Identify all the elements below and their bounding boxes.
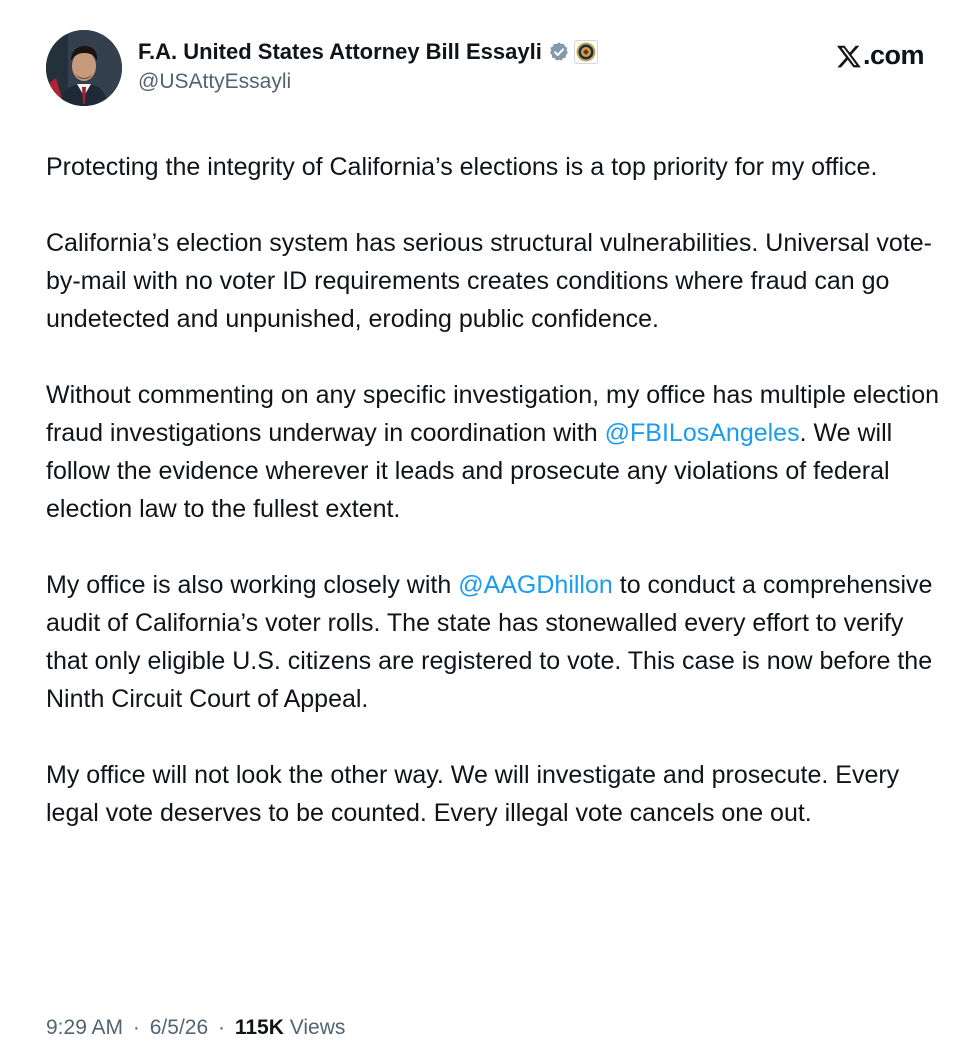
tweet-header (46, 28, 936, 108)
x-logo-icon (836, 43, 862, 69)
paragraph-3-text-after: . We will follow the evidence wherever it leads and prosecute any violations of federal election law to the fullest extent. (46, 419, 893, 523)
meta-separator: · (217, 1016, 225, 1039)
meta-separator: · (132, 1016, 140, 1039)
display-name[interactable]: F.A. United States Attorney Bill Essayli (138, 39, 542, 64)
mention-aagdhillon-link[interactable]: @AAGDhillon (458, 571, 613, 599)
views-count: 115K (234, 1016, 284, 1039)
tweet-paragraph-1: Protecting the integrity of California’s elections is a top priority for my office. (46, 153, 878, 181)
mention-fbilosangeles-link[interactable]: @FBILosAngeles (604, 419, 800, 447)
paragraph-3-text-before: Without commenting on any specific investigation, my office has multiple election fraud investigations underway in coordination with (46, 381, 940, 447)
tweet-date[interactable]: 6/5/26 (149, 1016, 209, 1039)
site-label-text: .com (862, 40, 924, 70)
tweet-paragraph-3 (46, 376, 946, 528)
tweet-paragraph-4 (46, 566, 946, 718)
author-names (138, 36, 598, 94)
display-name-row (138, 36, 598, 68)
site-label (836, 40, 924, 71)
tweet-paragraph-2: California’s election system has serious structural vulnerabilities. Universal vote-by-mail with no voter ID requirements creates conditions where fraud can go undetected and unpunished, eroding public confidence. (46, 229, 933, 333)
tweet-text (46, 148, 946, 870)
paragraph-4-text-before: My office is also working closely with (46, 571, 459, 599)
tweet-meta (46, 1016, 345, 1040)
paragraph-4-text-after: to conduct a comprehensive audit of California’s voter rolls. The state has stonewalled every effort to verify that only eligible U.S. citizens are registered to vote. This case is now before the Ninth Circuit Court of Appeal. (46, 571, 933, 713)
verified-badge-icon[interactable] (548, 41, 570, 63)
tweet-time[interactable]: 9:29 AM (46, 1016, 124, 1039)
doj-seal-icon (574, 40, 598, 64)
avatar[interactable] (46, 30, 122, 106)
author-handle[interactable]: @USAttyEssayli (138, 70, 292, 93)
views-label: Views (289, 1016, 346, 1039)
tweet-paragraph-5: My office will not look the other way. We will investigate and prosecute. Every legal vote deserves to be counted. Every illegal vote cancels one out. (46, 761, 900, 827)
